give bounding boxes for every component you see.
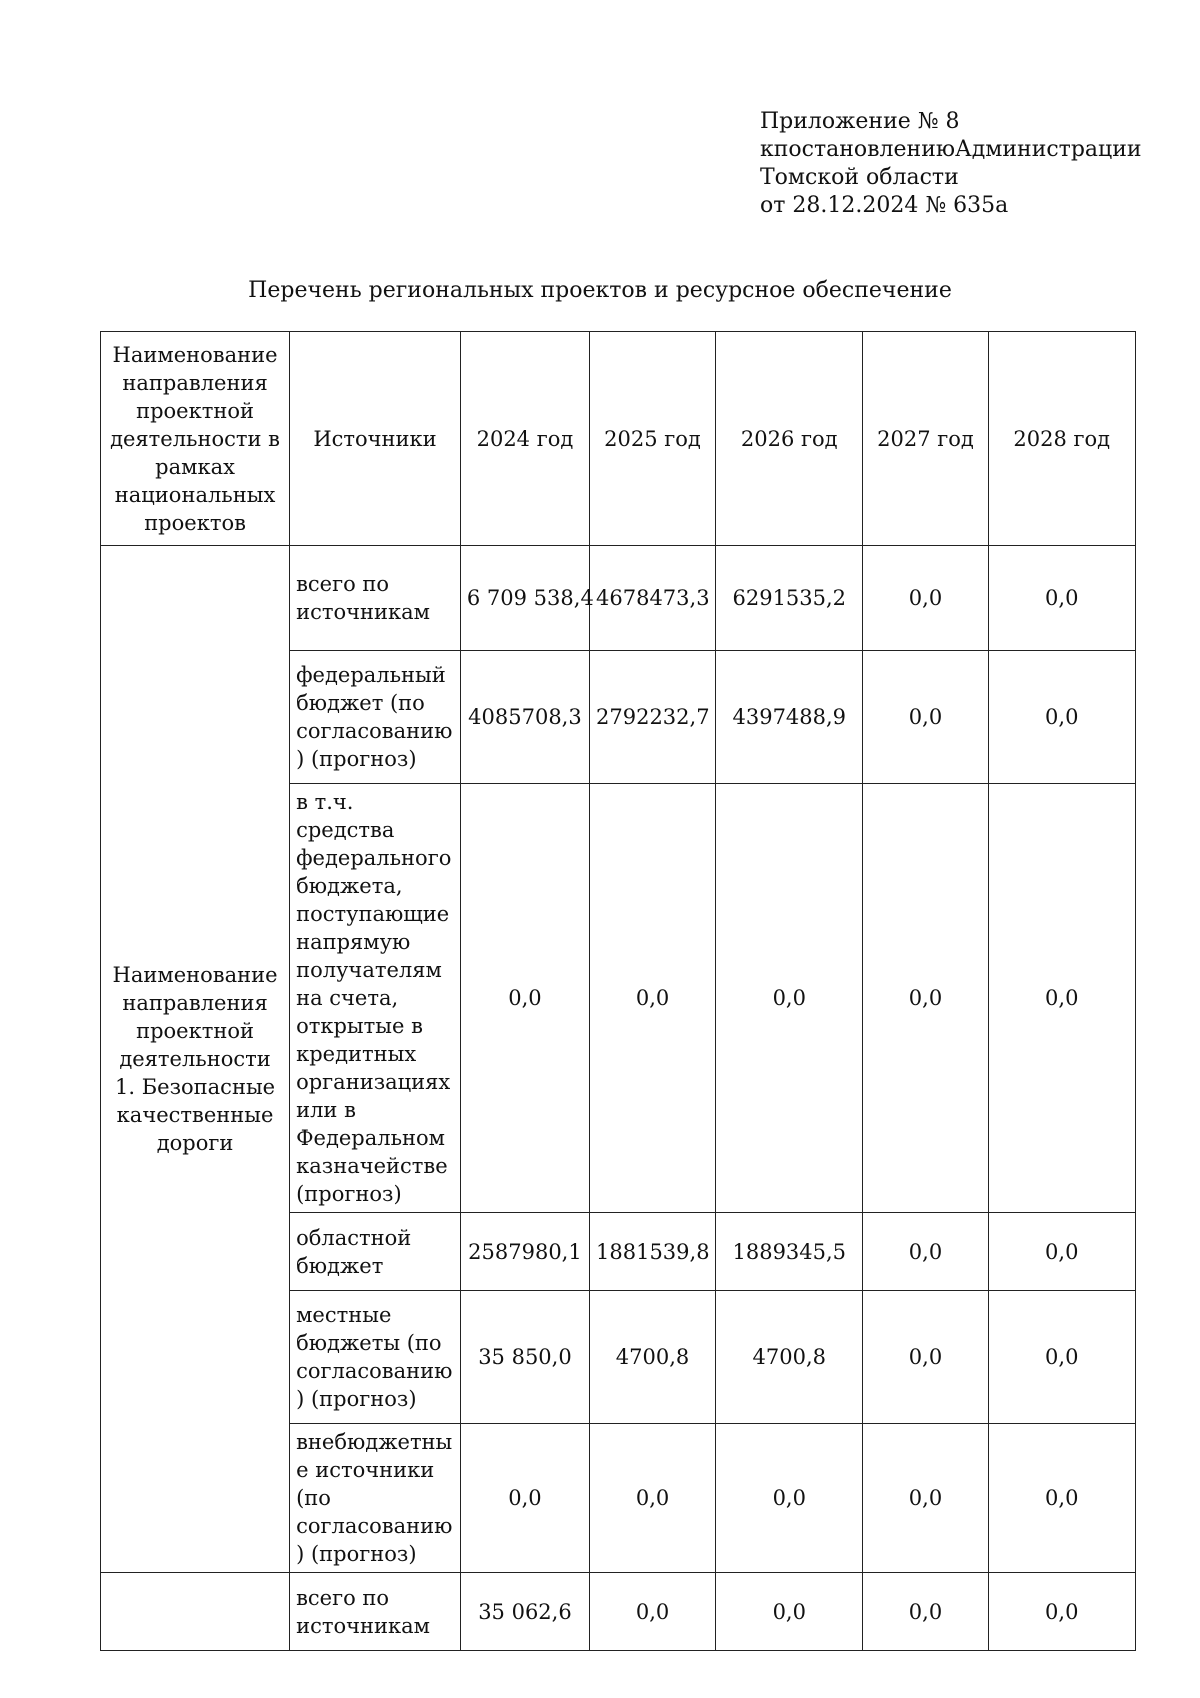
value-2028: 0,0 xyxy=(988,546,1135,651)
value-2026: 4700,8 xyxy=(716,1291,863,1424)
value-2026: 0,0 xyxy=(716,1573,863,1651)
source-cell: всего по источникам xyxy=(290,1573,461,1651)
document-title: Перечень региональных проектов и ресурсное обеспечение xyxy=(248,278,952,303)
value-2028: 0,0 xyxy=(988,1424,1135,1573)
source-cell: в т.ч. средства федерального бюджета, поступающие напрямую получателям на счета, открытые в кредитных организациях или в Федеральном казначействе (прогноз) xyxy=(290,784,461,1213)
value-2025: 0,0 xyxy=(590,1573,716,1651)
projects-table xyxy=(100,331,1136,1651)
value-2024: 0,0 xyxy=(460,784,589,1213)
value-2025: 0,0 xyxy=(590,784,716,1213)
value-2027: 0,0 xyxy=(863,651,988,784)
value-2026: 1889345,5 xyxy=(716,1213,863,1291)
value-2024: 35 850,0 xyxy=(460,1291,589,1424)
value-2026: 4397488,9 xyxy=(716,651,863,784)
value-2027: 0,0 xyxy=(863,784,988,1213)
source-cell: областной бюджет xyxy=(290,1213,461,1291)
group-name-cell xyxy=(101,1573,290,1651)
value-2024: 35 062,6 xyxy=(460,1573,589,1651)
header-2024: 2024 год xyxy=(460,332,589,546)
appendix-header xyxy=(760,108,1142,220)
header-row xyxy=(101,332,1136,546)
appendix-resolution-line xyxy=(760,136,1142,164)
appendix-region: Томской области xyxy=(760,165,959,190)
appendix-word-resolution: постановлению xyxy=(773,137,956,162)
appendix-number: Приложение № 8 xyxy=(760,109,960,134)
value-2025: 2792232,7 xyxy=(590,651,716,784)
value-2028: 0,0 xyxy=(988,1291,1135,1424)
table-row xyxy=(101,546,1136,651)
group-name-cell: Наименование направления проектной деятельности 1. Безопасные качественные дороги xyxy=(101,546,290,1573)
header-2025: 2025 год xyxy=(590,332,716,546)
value-2027: 0,0 xyxy=(863,1213,988,1291)
value-2025: 4678473,3 xyxy=(590,546,716,651)
value-2026: 6291535,2 xyxy=(716,546,863,651)
header-2026: 2026 год xyxy=(716,332,863,546)
header-2028: 2028 год xyxy=(988,332,1135,546)
header-direction: Наименование направления проектной деятельности в рамках национальных проектов xyxy=(101,332,290,546)
value-2027: 0,0 xyxy=(863,1291,988,1424)
header-sources: Источники xyxy=(290,332,461,546)
source-cell: федеральный бюджет (по согласованию) (прогноз) xyxy=(290,651,461,784)
value-2025: 1881539,8 xyxy=(590,1213,716,1291)
appendix-word-administration: Администрации xyxy=(955,137,1142,162)
value-2024: 0,0 xyxy=(460,1424,589,1573)
source-cell: местные бюджеты (по согласованию) (прогноз) xyxy=(290,1291,461,1424)
appendix-date: от 28.12.2024 № 635а xyxy=(760,193,1009,218)
value-2024: 6 709 538,4 xyxy=(460,546,589,651)
value-2028: 0,0 xyxy=(988,1213,1135,1291)
value-2027: 0,0 xyxy=(863,1573,988,1651)
value-2024: 4085708,3 xyxy=(460,651,589,784)
value-2025: 0,0 xyxy=(590,1424,716,1573)
value-2027: 0,0 xyxy=(863,1424,988,1573)
appendix-word-k: к xyxy=(760,137,774,162)
value-2026: 0,0 xyxy=(716,1424,863,1573)
value-2028: 0,0 xyxy=(988,784,1135,1213)
value-2027: 0,0 xyxy=(863,546,988,651)
source-cell: всего по источникам xyxy=(290,546,461,651)
value-2028: 0,0 xyxy=(988,1573,1135,1651)
value-2024: 2587980,1 xyxy=(460,1213,589,1291)
value-2028: 0,0 xyxy=(988,651,1135,784)
value-2025: 4700,8 xyxy=(590,1291,716,1424)
value-2026: 0,0 xyxy=(716,784,863,1213)
header-2027: 2027 год xyxy=(863,332,988,546)
source-cell: внебюджетные источники (по согласованию) (прогноз) xyxy=(290,1424,461,1573)
table-row xyxy=(101,1573,1136,1651)
